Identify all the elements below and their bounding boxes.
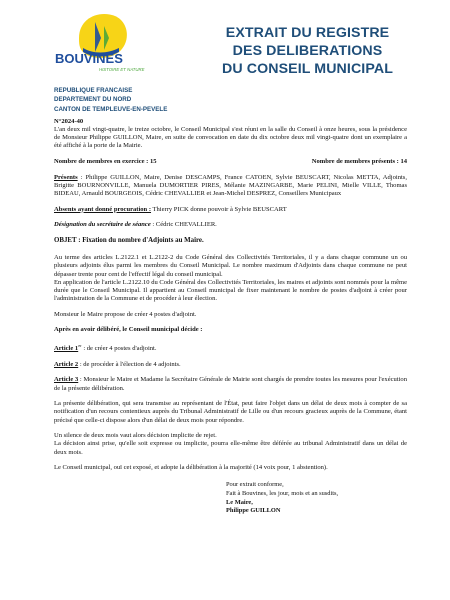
signature-line-2: Fait à Bouvines, les jour, mois et an susdits, <box>226 489 339 497</box>
members-present: Nombre de membres présents : 14 <box>311 158 407 166</box>
article-2-text: : de procéder à l'élection de 4 adjoints. <box>78 360 181 368</box>
absents-label: Absents ayant donné procuration : <box>54 205 152 213</box>
article-1-label: Article 1 <box>54 345 79 353</box>
signature-title: Le Maire, <box>226 498 253 506</box>
secretary-label: Désignation du secrétaire de séance <box>54 221 151 229</box>
signature-block <box>54 481 407 515</box>
title-line-1: EXTRAIT DU REGISTRE <box>225 25 390 41</box>
paragraph-application: En application de l'article L.2122.10 du Code Général des Collectivités Territoriales, les maires et adjoints sont nommés pour la même durée que le Conseil Municipal. Il appartient au Conseil municipal de fixer maintenant le nombre de postes d'adjoint à créer pour l'administration de la Commune et de procéder à leur élection. <box>54 278 407 302</box>
decision-paragraph: La décision ainsi prise, qu'elle soit expresse ou implicite, pourra elle-même être déférée au tribunal Administratif dans un délai de deux mois. <box>54 440 407 456</box>
article-3-label: Article 3 <box>54 376 79 384</box>
deliberation-number: N°2024-40 <box>54 118 84 125</box>
paragraph-articles: Au terme des articles L.2122.1 et L.2122-2 du Code Général des Collectivités Territoriales, il y a dans chaque commune un ou plusieurs adjoints élus parmi les membres du Conseil Municipal. Le nombre maximum d'Adjoints dans chaque commune ne peut dépasser trente pour cent de l'effectif légal du conseil municipal. <box>54 254 407 278</box>
decision-heading: Après en avoir délibéré, le Conseil municipal décide : <box>54 326 203 334</box>
signature-name: Philippe GUILLON <box>226 507 281 515</box>
title-line-3: DU CONSEIL MUNICIPAL <box>222 61 393 77</box>
presents-paragraph <box>54 174 407 198</box>
absents-paragraph <box>54 206 407 214</box>
deliberation-body <box>54 118 407 516</box>
absents-text: Thierry PICK donne pouvoir à Sylvie BEUSCART <box>151 205 287 213</box>
svg-text:HISTOIRE ET NATURE: HISTOIRE ET NATURE <box>99 67 145 72</box>
article-1 <box>54 342 407 353</box>
signature-line-1: Pour extrait conforme, <box>226 481 284 489</box>
logo-graphic-icon <box>49 8 145 74</box>
secretary-text: : Cédric CHEVALLIER. <box>150 221 217 229</box>
article-2-label: Article 2 <box>54 360 79 368</box>
canton-label: CANTON DE TEMPLEUVE-EN-PEVELE <box>54 105 168 113</box>
article-1-text: : de créer 4 postes d'adjoint. <box>81 345 157 353</box>
department-label: DEPARTEMENT DU NORD <box>54 96 132 104</box>
members-in-exercise: Nombre de membres en exercice : 15 <box>54 158 157 166</box>
intro-paragraph: L'an deux mil vingt-quatre, le treize octobre, le Conseil Municipal s'est réuni en la salle du Conseil à onze heures, sous la présidence de Monsieur Philippe GUILLON, Maire, en suite de convocation en date du dix octobre deux mil vingt-quatre dont un exemplaire a été affiché à la porte de la Mairie. <box>54 126 407 150</box>
article-2 <box>54 361 407 369</box>
adoption-paragraph: Le Conseil municipal, ouï cet exposé, et adopte la délibération à la majorité (14 voix pour, 1 abstention). <box>54 464 328 472</box>
appeal-paragraph: La présente délibération, qui sera transmise au représentant de l'État, peut faire l'objet dans un délai de deux mois à compter de sa notification d'un recours contentieux auprès du Tribunal Administratif de Lille ou d'un recours gracieux auprès de la Commune, étant précisé que celle-ci dispose alors d'un délai de deux mois pour répondre. <box>54 400 407 424</box>
article-3-text: : Monsieur le Maire et Madame la Secrétaire Générale de Mairie sont chargés de prendre toutes les mesures pour l'exécution de la présente délibération. <box>54 376 407 392</box>
presents-list: : Philippe GUILLON, Maire, Denise DESCAMPS, France CATOEN, Sylvie BEUSCART, Nicolas METTA, Adjoints, Brigitte BOURNONVILLE, Manuela DUMORTIER PIRES, Mélanie MAZINGARBE, Marie PELINI, Mielle VILLE, Thomas BIDEAU, Arnauld BOURGEOIS, Cédric CHEVALLIER et Jean-Michel DESPREZ, Conseillers Municipaux <box>54 173 407 198</box>
svg-text:BOUVINES: BOUVINES <box>55 51 123 66</box>
bouvines-logo <box>49 8 145 74</box>
member-counts <box>54 158 407 166</box>
republic-label: REPUBLIQUE FRANCAISE <box>54 87 133 94</box>
document-title <box>175 24 440 78</box>
administrative-header <box>54 86 167 114</box>
objet-heading: OBJET : Fixation du nombre d'Adjoints au Maire. <box>54 237 204 245</box>
mayor-proposal: Monsieur le Maire propose de créer 4 postes d'adjoint. <box>54 310 197 318</box>
article-1-sup: er <box>78 342 82 348</box>
article-3 <box>54 376 407 392</box>
secretary-paragraph <box>54 221 407 229</box>
presents-label: Présents <box>54 173 78 181</box>
title-line-2: DES DELIBERATIONS <box>232 43 383 59</box>
silence-paragraph: Un silence de deux mois vaut alors décision implicite de rejet. <box>54 432 217 440</box>
